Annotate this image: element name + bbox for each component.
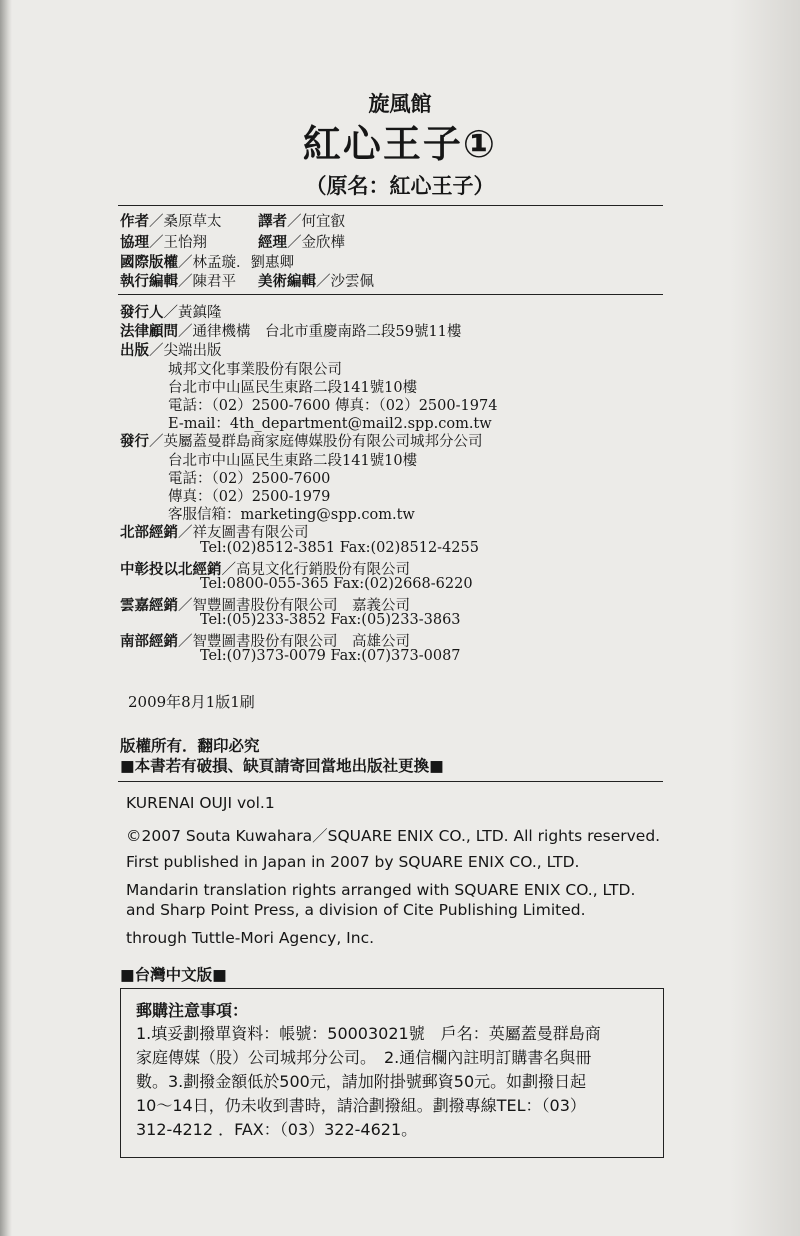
central-dealer-contact: Tel:0800-055-365 Fax:(02)2668-6220	[200, 576, 473, 592]
distributor-fax: 傳真：（02）2500-1979	[168, 489, 331, 505]
credit-art-editor	[258, 270, 374, 291]
credit-author	[120, 210, 222, 231]
imprint-email: E-mail：4th_department@mail2.spp.com.tw	[168, 416, 492, 432]
credit-label: 國際版權	[120, 255, 178, 271]
imprint-company: 城邦文化事業股份有限公司	[168, 362, 342, 378]
edition-date: 2009年8月1版1刷	[128, 693, 255, 711]
credit-label: 執行編輯	[120, 274, 178, 290]
credit-value: ／何宜叡	[287, 214, 345, 230]
original-title: （原名：紅心王子）	[305, 174, 495, 198]
divider-english	[118, 781, 663, 782]
publisher-name: 旋風館	[368, 92, 432, 116]
credit-value: ／桑原草太	[149, 214, 222, 230]
credit-intl-rights	[120, 251, 294, 272]
mail-order-line: 家庭傳媒（股）公司城邦分公司。 2.通信欄內註明訂購書名與冊	[136, 1048, 592, 1067]
credit-label: 作者	[120, 214, 149, 230]
english-series: KURENAI OUJI vol.1	[126, 794, 275, 812]
damage-notice: ■本書若有破損、缺頁請寄回當地出版社更換■	[120, 757, 444, 775]
rights-notice: 版權所有．翻印必究	[120, 737, 260, 755]
english-copyright: ©2007 Souta Kuwahara／SQUARE ENIX CO., LTD. All rights reserved.	[126, 827, 661, 845]
legal-advisor-line: 法律顧問／通律機構 台北市重慶南路二段59號11樓	[120, 324, 462, 340]
english-agency: through Tuttle-Mori Agency, Inc.	[126, 929, 375, 947]
imprint-line: 出版／尖端出版	[120, 343, 222, 359]
chiayi-dealer-line: 雲嘉經銷／智豐圖書股份有限公司 嘉義公司	[120, 598, 410, 614]
distributor-phone: 電話：（02）2500-7600	[168, 471, 331, 487]
credit-value: ／沙雲佩	[316, 274, 374, 290]
north-dealer-contact: Tel:(02)8512-3851 Fax:(02)8512-4255	[200, 540, 479, 556]
divider-credits	[118, 294, 663, 295]
mail-order-line: 1.填妥劃撥單資料：帳號：50003021號 戶名：英屬蓋曼群島商	[136, 1024, 601, 1043]
credit-manager	[258, 231, 345, 252]
north-dealer-line: 北部經銷／祥友圖書有限公司	[120, 525, 309, 541]
south-dealer-contact: Tel:(07)373-0079 Fax:(07)373-0087	[200, 648, 461, 664]
divider-top	[118, 205, 663, 206]
imprint-address: 台北市中山區民生東路二段141號10樓	[168, 380, 418, 396]
publisher-line: 發行人／黃鎮隆	[120, 305, 222, 321]
chiayi-dealer-contact: Tel:(05)233-3852 Fax:(05)233-3863	[200, 612, 461, 628]
english-first-published: First published in Japan in 2007 by SQUARE ENIX CO., LTD.	[126, 853, 580, 871]
credit-label: 美術編輯	[258, 274, 316, 290]
distributor-service-email: 客服信箱：marketing@spp.com.tw	[168, 507, 415, 523]
mail-order-heading: 郵購注意事項：	[136, 1001, 249, 1020]
credit-label: 譯者	[258, 214, 287, 230]
english-sharp-point: and Sharp Point Press, a division of Cite Publishing Limited.	[126, 901, 586, 919]
central-dealer-line: 中彰投以北經銷／高見文化行銷股份有限公司	[120, 562, 410, 578]
credit-value: ／林孟璇．劉惠卿	[178, 255, 294, 271]
english-translation-rights: Mandarin translation rights arranged with SQUARE ENIX CO., LTD.	[126, 881, 636, 899]
credit-label: 協理	[120, 235, 149, 251]
credit-value: ／王怡翔	[149, 235, 207, 251]
credit-translator	[258, 210, 345, 231]
mail-order-line: 10～14日，仍未收到書時，請洽劃撥組。劃撥專線TEL：（03）	[136, 1096, 586, 1115]
credit-value: ／陳君平	[178, 274, 236, 290]
distributor-line: 發行／英屬蓋曼群島商家庭傳媒股份有限公司城邦分公司	[120, 434, 483, 450]
credit-associate-manager	[120, 231, 207, 252]
credit-value: ／金欣樺	[287, 235, 345, 251]
credit-exec-editor	[120, 270, 236, 291]
south-dealer-line: 南部經銷／智豐圖書股份有限公司 高雄公司	[120, 634, 410, 650]
book-title: 紅心王子①	[302, 122, 498, 166]
imprint-phone-fax: 電話：（02）2500-7600 傳真：（02）2500-1974	[168, 398, 498, 414]
taiwan-edition-label: ■台灣中文版■	[120, 966, 227, 984]
mail-order-line: 數。3.劃撥金額低於500元，請加附掛號郵資50元。如劃撥日起	[136, 1072, 587, 1091]
credit-label: 經理	[258, 235, 287, 251]
mail-order-line: 312-4212 ．FAX：（03）322-4621。	[136, 1120, 418, 1139]
distributor-address: 台北市中山區民生東路二段141號10樓	[168, 453, 418, 469]
